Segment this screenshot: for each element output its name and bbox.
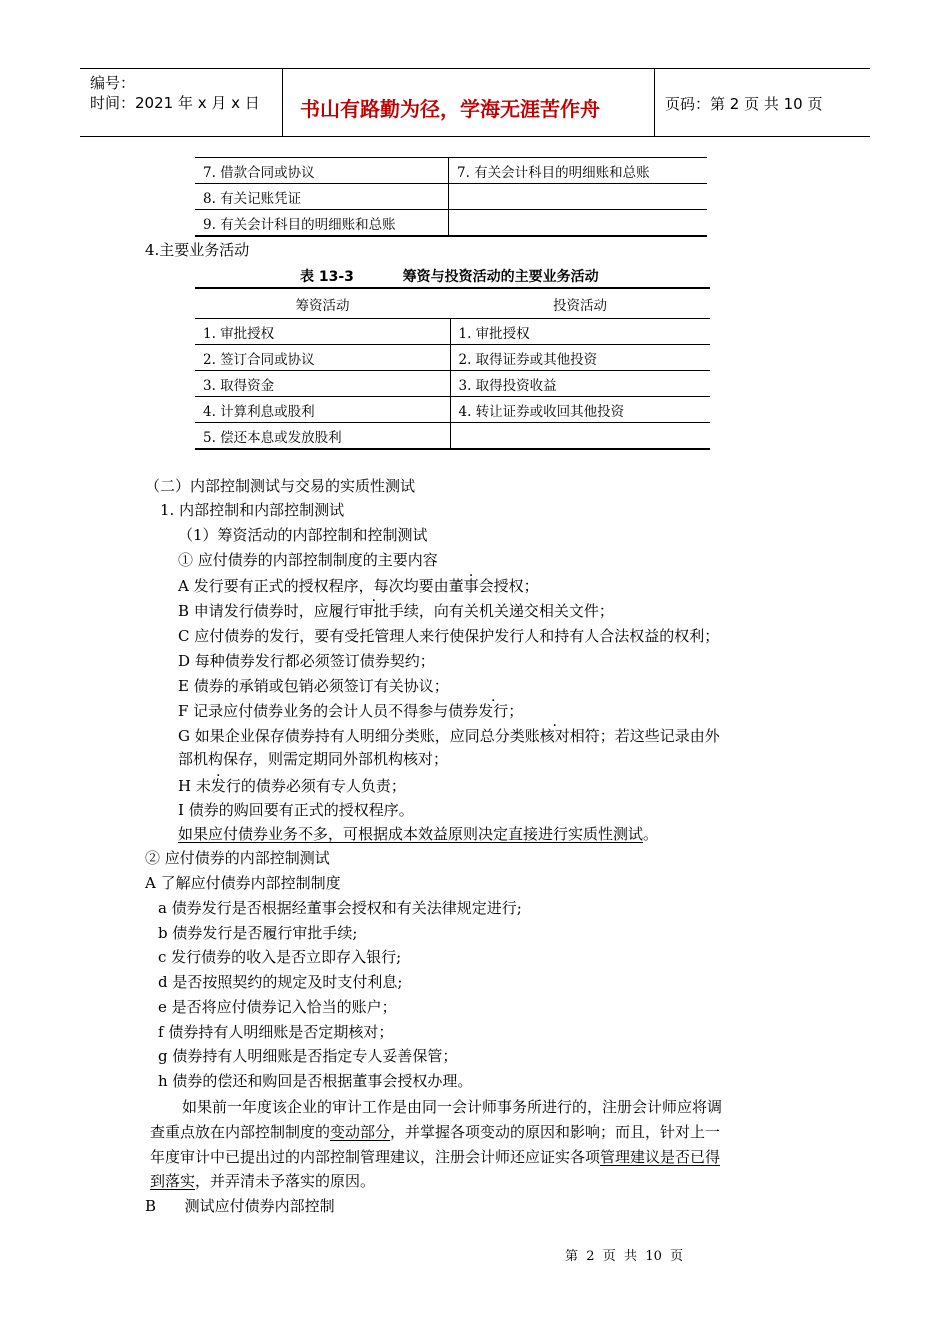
header-bottom-rule [80,136,870,137]
paragraph-line [150,1171,375,1191]
table-row [195,319,710,345]
table-caption: 表 13-3 筹资与投资活动的主要业务活动 [300,269,599,285]
header-time: 时间：2021 年 x 月 x 日 [90,94,260,112]
emphasized-text: 发行 [478,702,509,720]
header-top-rule [80,68,870,69]
table-row [195,210,707,237]
page-footer: 第 2 页 共 10 页 [565,1249,684,1264]
table-row [195,184,707,210]
text-run: G 如果企业保存债券持有人明细分类账，应同总分类账 [178,727,540,745]
subsection-heading: ② 应付债券的内部控制测试 [145,849,330,867]
header-divider [282,68,283,136]
text-run: ，并掌握各项变动的原因和影响；而且，针对上一 [390,1123,721,1141]
paragraph-line [150,1147,720,1167]
table-row [195,345,710,371]
table-cell: 7. 借款合同或协议 [195,158,449,184]
list-item [178,576,539,596]
checklist-item: g 债券持有人明细账是否指定专人妥善保管； [158,1047,458,1065]
table-header-cell: 投资活动 [450,288,710,319]
subsection-heading: B 测试应付债券内部控制 [145,1197,335,1215]
table-cell: 3. 取得投资收益 [450,371,710,397]
paragraph-line: 如果前一年度该企业的审计工作是由同一会计师事务所进行的，注册会计师应将调 [182,1098,723,1116]
table-cell: 8. 有关记账凭证 [195,184,449,210]
list-item: C 应付债券的发行，要有受托管理人来行使保护发行人和持有人合法权益的权利； [178,627,720,645]
table-row [195,158,707,184]
underlined-note: 如果应付债券业务不多，可根据成本效益原则决定直接进行实质性测试 [178,825,644,843]
table-row [195,371,710,397]
text-run: ，并弄清未予落实的原因。 [195,1172,376,1190]
text-run: 的债券必须有专人负责； [240,777,406,795]
subsection-heading: 1. 内部控制和内部控制测试 [160,501,345,519]
subsection-heading: （1）筹资活动的内部控制和控制测试 [178,526,428,544]
list-item [178,601,614,621]
emphasized-text: 未发行 [195,777,241,795]
table-cell: 1. 审批授权 [195,319,450,345]
header-number-label: 编号： [90,74,136,92]
subsection-heading: A 了解应付债券内部控制制度 [145,874,341,892]
table-cell: 5. 偿还本息或发放股利 [195,423,450,450]
table-cell: 2. 签订合同或协议 [195,345,450,371]
text-run: 手续，向有关机关递交相关文件； [388,602,614,620]
checklist-item: h 债券的偿还和购回是否根据董事会授权办理。 [158,1072,473,1090]
checklist-item: f 债券持有人明细账是否定期核对； [158,1023,394,1041]
note-line [178,824,658,844]
business-activities-table [195,287,710,450]
emphasized-text: 核对 [539,727,570,745]
checklist-item: b 债券发行是否履行审批手续; [158,924,358,942]
text-run: ； [508,702,524,720]
checklist-item: c 发行债券的收入是否立即存入银行; [158,948,402,966]
underlined-text: 管理建议是否已得 [600,1148,721,1166]
subsection-heading: ① 应付债券的内部控制制度的主要内容 [178,551,438,569]
header-divider [654,68,655,136]
text-run: 。 [643,825,659,843]
list-item-continued: 部机构保存，则需定期同外部机构核对； [178,750,449,768]
list-item [178,776,406,796]
table-header-row [195,288,710,319]
document-table-continued [195,157,707,237]
list-item: E 债券的承销或包销必须签订有关协议； [178,677,449,695]
table-row [195,397,710,423]
text-run: H [178,777,196,795]
emphasized-text: 审批 [358,602,389,620]
checklist-item: a 债券发行是否根据经董事会授权和有关法律规定进行; [158,899,522,917]
text-run: 年度审计中已提出过的内部控制管理建议，注册会计师还应证实各项 [150,1148,601,1166]
subsection-heading: （二）内部控制测试与交易的实质性测试 [145,477,416,495]
table-cell: 7. 有关会计科目的明细账和总账 [449,158,708,184]
table-cell: 3. 取得资金 [195,371,450,397]
emphasized-text: 董事会 [448,577,494,595]
text-run: F 记录应付债券业务的会计人员不得参与债券 [178,702,479,720]
list-item [178,701,523,721]
underlined-text: 到落实 [150,1172,196,1190]
text-run: 相符；若这些记录由外 [569,727,720,745]
text-run: A 发行要有正式的授权程序，每次均要由 [178,577,449,595]
list-item: I 债券的购回要有正式的授权程序。 [178,801,414,819]
table-header-cell: 筹资活动 [195,288,450,319]
table-cell: 2. 取得证券或其他投资 [450,345,710,371]
table-cell [449,210,708,237]
table-cell [450,423,710,450]
list-item [178,726,720,746]
table-cell: 4. 计算利息或股利 [195,397,450,423]
checklist-item: d 是否按照契约的规定及时支付利息; [158,973,403,991]
table-cell: 1. 审批授权 [450,319,710,345]
paragraph-line [150,1122,720,1142]
header-motto: 书山有路勤为径，学海无涯苦作舟 [300,97,600,121]
text-run: B 申请发行债券时，应履行 [178,602,359,620]
section-heading: 4.主要业务活动 [145,241,250,259]
table-row [195,423,710,450]
table-cell: 4. 转让证券或收回其他投资 [450,397,710,423]
table-cell: 9. 有关会计科目的明细账和总账 [195,210,449,237]
text-run: 授权； [493,577,539,595]
checklist-item: e 是否将应付债券记入恰当的账户； [158,998,397,1016]
table-cell [449,184,708,210]
text-run: 查重点放在内部控制制度的 [150,1123,331,1141]
list-item: D 每种债券发行都必须签订债券契约； [178,652,435,670]
underlined-text: 变动部分 [330,1123,391,1141]
header-page-info: 页码：第 2 页 共 10 页 [665,95,823,113]
